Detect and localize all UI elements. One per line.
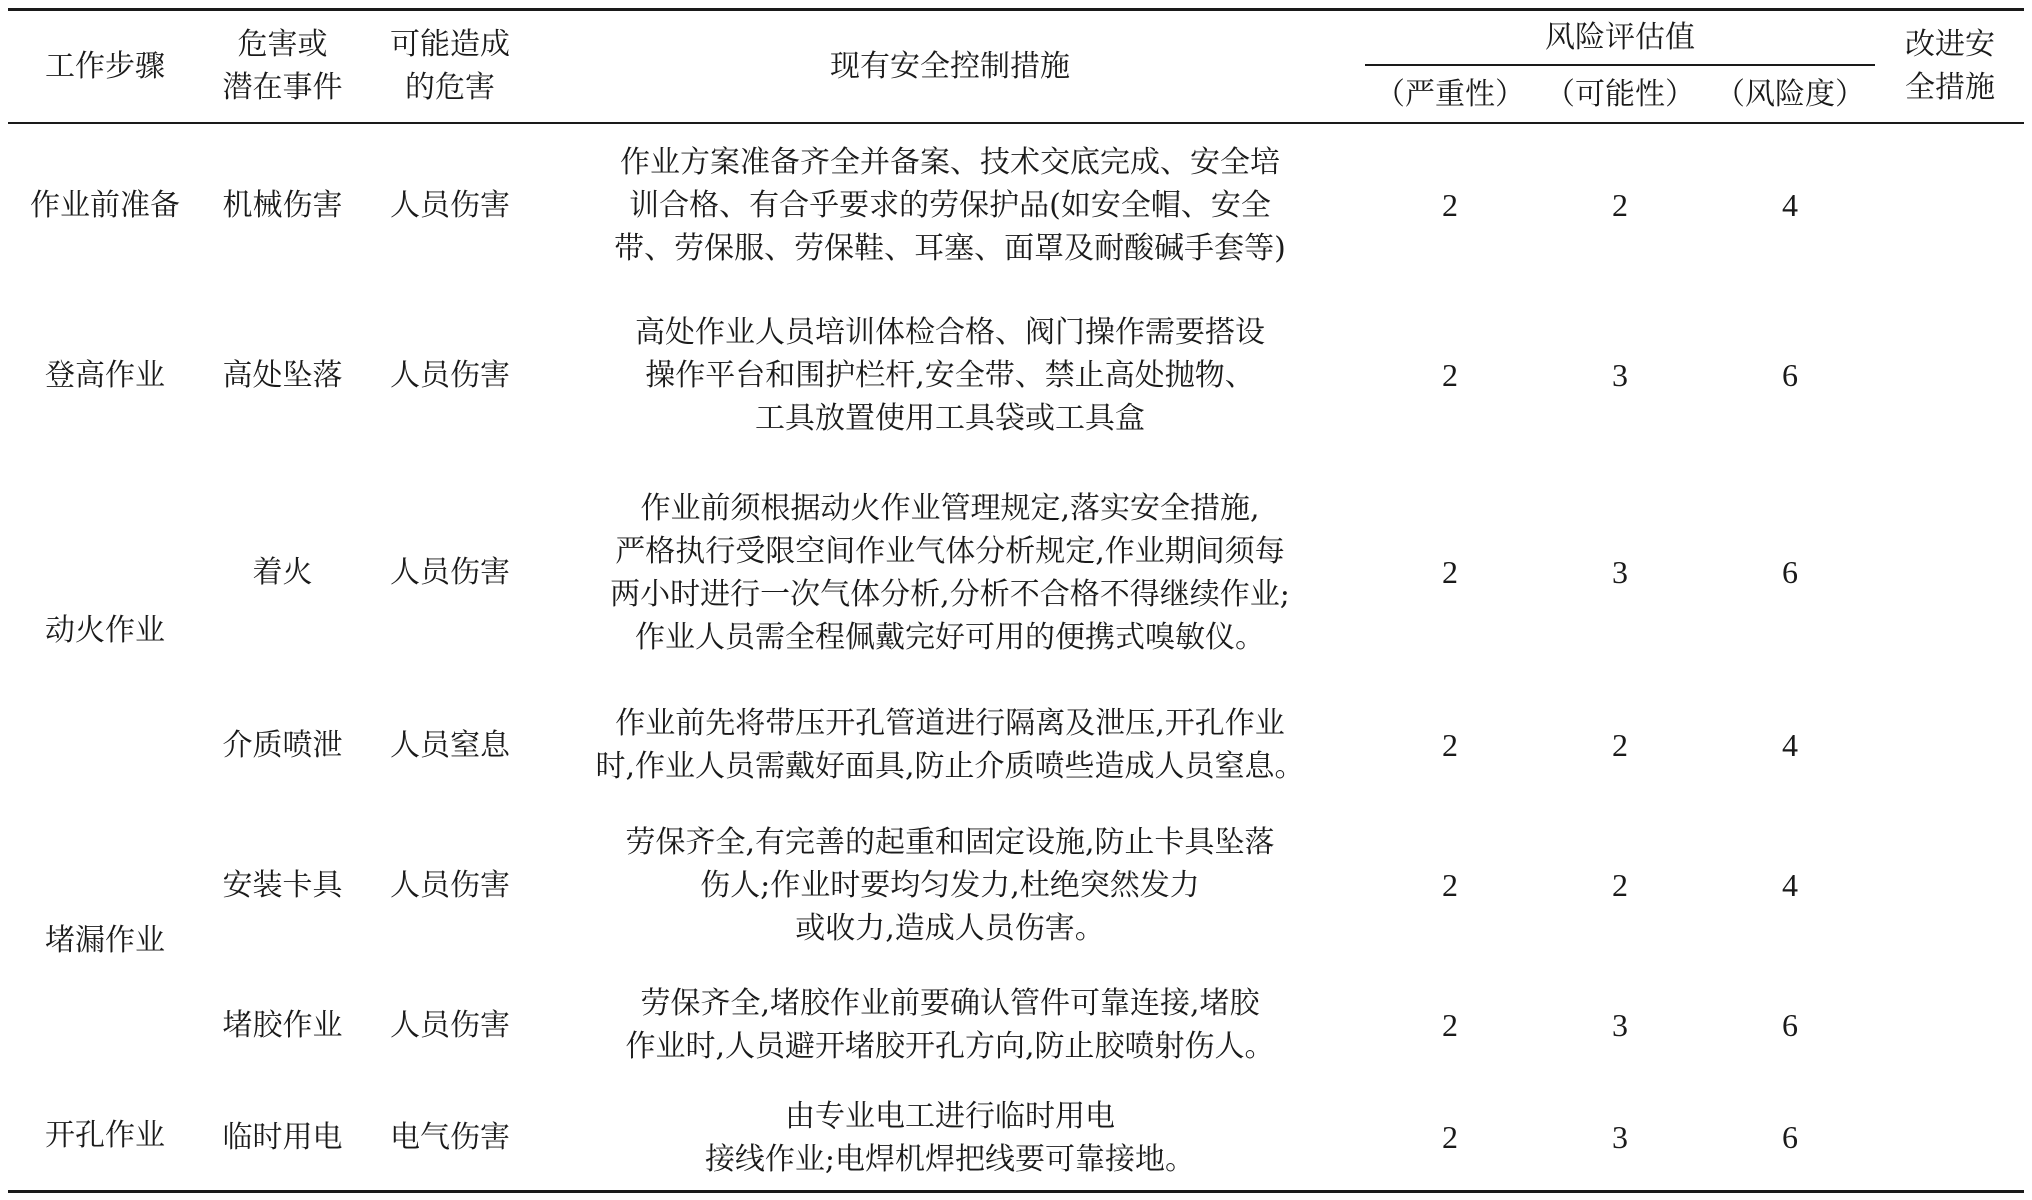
harm-cell: 人员伤害 (390, 867, 510, 903)
header-measures: 现有安全控制措施 (830, 48, 1070, 84)
severity-cell: 2 (1442, 866, 1458, 903)
hazard-cell: 着火 (252, 555, 313, 590)
measures-cell: 由专业电工进行临时用电 接线作业;电焊机焊把线要可靠接地。 (704, 1098, 1196, 1177)
likelihood-cell: 2 (1612, 866, 1628, 903)
severity-cell: 2 (1442, 726, 1458, 763)
hazard-cell: 机械伤害 (222, 187, 343, 223)
likelihood-cell: 3 (1612, 356, 1628, 393)
severity-cell: 2 (1442, 356, 1458, 393)
harm-cell: 电气伤害 (390, 1120, 510, 1155)
step-label: 开孔作业 (45, 1117, 165, 1153)
measures-cell: 高处作业人员培训体检合格、阀门操作需要搭设 操作平台和围护栏杆,安全带、禁止高处抛物、 工具放置使用工具袋或工具盒 (635, 314, 1265, 436)
severity-cell: 2 (1442, 1006, 1458, 1043)
header-improve: 改进安 全措施 (1905, 27, 1995, 105)
harm-cell: 人员伤害 (390, 187, 510, 223)
severity-cell: 2 (1442, 186, 1458, 223)
header-severity: （严重性） (1375, 76, 1525, 112)
risk-group-underline (1365, 64, 1875, 66)
severity-cell: 2 (1442, 1119, 1458, 1155)
harm-cell: 人员伤害 (390, 357, 510, 393)
harm-cell: 人员窒息 (390, 727, 510, 763)
step-label: 登高作业 (45, 357, 165, 393)
step-label: 堵漏作业 (45, 922, 165, 958)
header-step: 工作步骤 (45, 48, 165, 84)
likelihood-cell: 3 (1612, 554, 1628, 590)
risk-cell: 4 (1782, 186, 1798, 223)
hazard-cell: 安装卡具 (222, 867, 343, 903)
measures-cell: 作业方案准备齐全并备案、技术交底完成、安全培 训合格、有合乎要求的劳保护品(如安全帽、安全 带、劳保服、劳保鞋、耳塞、面罩及耐酸碱手套等) (614, 144, 1286, 266)
header-hazard: 危害或 潜在事件 (222, 27, 343, 105)
likelihood-cell: 3 (1612, 1119, 1628, 1155)
measures-cell: 作业前须根据动火作业管理规定,落实安全措施, 严格执行受限空间作业气体分析规定,作业期间须每 两小时进行一次气体分析,分析不合格不得继续作业; 作业人员需全程佩戴完好可用的便携式嗅敏仪。 (610, 490, 1290, 655)
risk-cell: 6 (1782, 1006, 1798, 1043)
measures-cell: 劳保齐全,堵胶作业前要确认管件可靠连接,堵胶 作业时,人员避开堵胶开孔方向,防止胶喷射伤人。 (625, 986, 1275, 1064)
measures-cell: 劳保齐全,有完善的起重和固定设施,防止卡具坠落 伤人;作业时要均匀发力,杜绝突然发力 或收力,造成人员伤害。 (625, 824, 1275, 946)
hazard-cell: 高处坠落 (222, 357, 343, 393)
likelihood-cell: 2 (1612, 186, 1628, 223)
measures-cell: 作业前先将带压开孔管道进行隔离及泄压,开孔作业 时,作业人员需戴好面具,防止介质喷些造成人员窒息。 (595, 706, 1305, 784)
harm-cell: 人员伤害 (390, 555, 510, 590)
header-bottom-rule (8, 122, 2024, 124)
harm-cell: 人员伤害 (390, 1007, 510, 1043)
header-risk-group: 风险评估值 (1545, 19, 1695, 55)
header-harm: 可能造成 的危害 (390, 27, 510, 105)
step-label: 动火作业 (45, 612, 165, 648)
severity-cell: 2 (1442, 554, 1458, 590)
step-label: 作业前准备 (30, 187, 180, 223)
table-bottom-rule (8, 1190, 2024, 1193)
hazard-cell: 介质喷泄 (222, 727, 343, 763)
risk-cell: 6 (1782, 356, 1798, 393)
table-top-rule (8, 8, 2024, 11)
likelihood-cell: 3 (1612, 1006, 1628, 1043)
header-risk-degree: （风险度） (1715, 76, 1865, 112)
hazard-cell: 临时用电 (222, 1120, 343, 1155)
risk-cell: 6 (1782, 1119, 1798, 1155)
likelihood-cell: 2 (1612, 726, 1628, 763)
header-likelihood: （可能性） (1545, 76, 1695, 112)
risk-cell: 4 (1782, 726, 1798, 763)
risk-cell: 6 (1782, 554, 1798, 590)
risk-cell: 4 (1782, 866, 1798, 903)
hazard-cell: 堵胶作业 (222, 1007, 343, 1043)
